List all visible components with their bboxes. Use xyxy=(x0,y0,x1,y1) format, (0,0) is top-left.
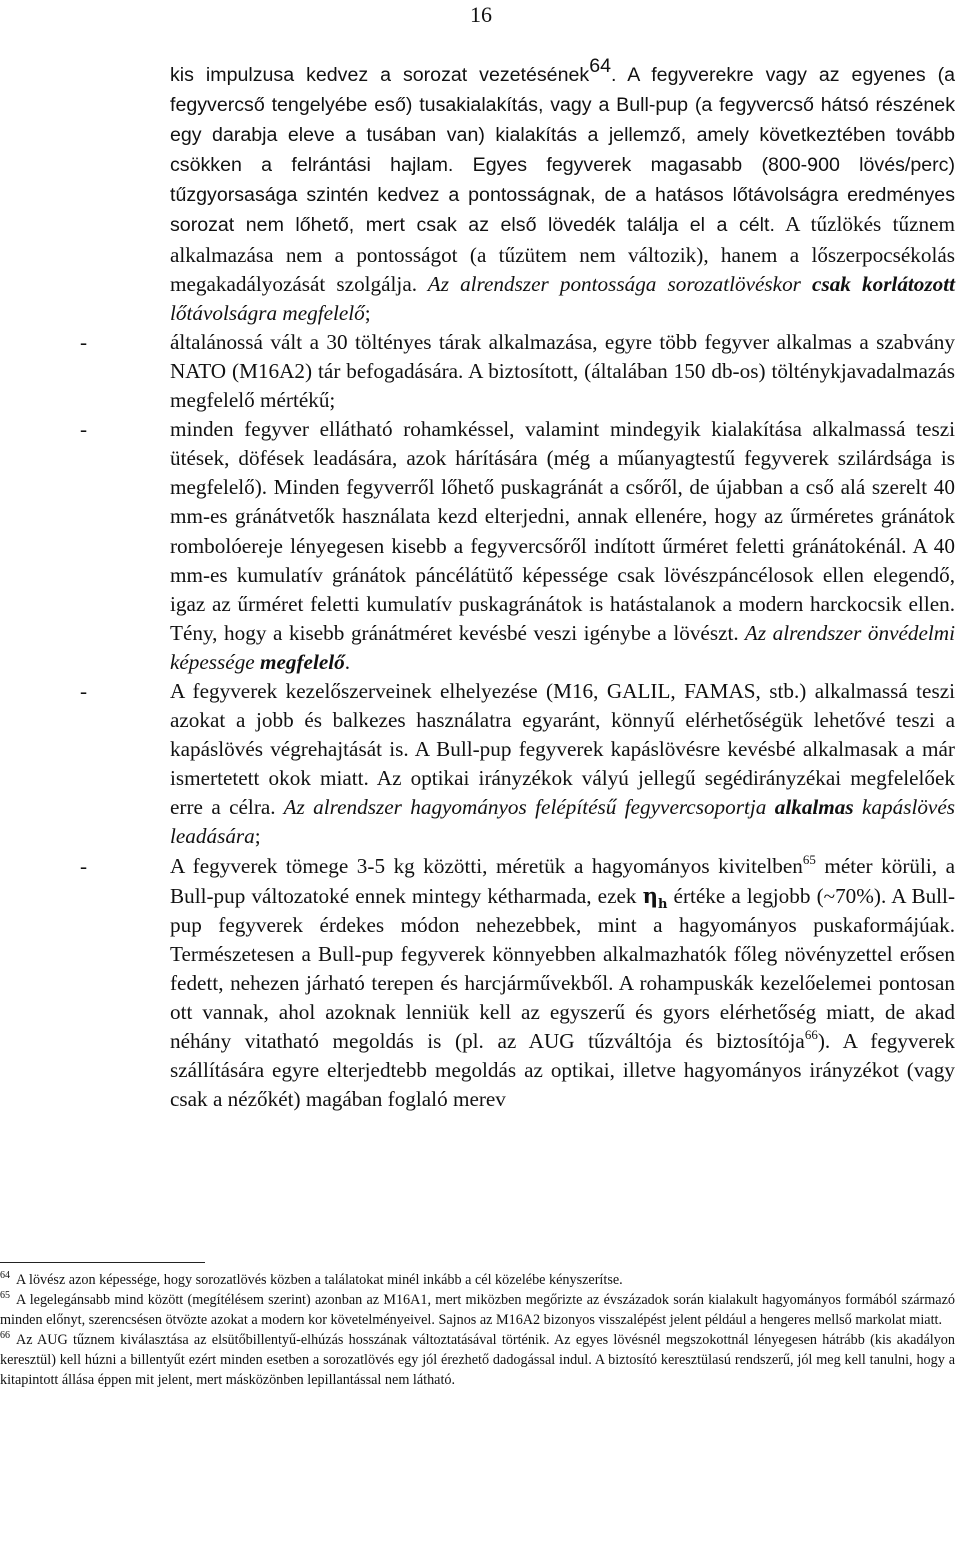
footnote-65 xyxy=(0,1290,955,1330)
italic-conclusion: Az alrendszer hagyományos felépítésű fegyvercsoportja xyxy=(275,795,775,820)
footnote-ref-65[interactable]: 65 xyxy=(802,851,816,867)
text-segment: minden fegyver ellátható rohamkéssel, valamint mindegyik kialakítása alkalmassá teszi ütések, döfések leadására, azok hárítására (még a műanyagtestű fegyverek szilárdsága is megfelelő). Minden fegyverről lőhető puskagránát a csőről, de újabban a cső alá szerelt 40 mm-es gránátvetők használata kezd elterjedni, annak ellenére, hogy az űrméretes gránátok rombolóereje lényegesen kisebb a fegyvercsőről indított űrméret feletti gránátokénál. A 40 mm-es kumulatív gránátok páncélátütő képessége csak lövészpáncélosok ellen elegendő, igaz az űrméret feletti kumulatív puskagránátok is hatástalanok a modern harckocsik ellen. Tény, hogy a kisebb gránátméret kevésbé veszi igénybe a lövészt. xyxy=(170,417,955,645)
italic-conclusion: lőtávolságra megfelelő xyxy=(170,300,365,325)
text-segment: ; xyxy=(254,824,261,849)
text-segment: kis impulzusa kedvez a sorozat vezetésének xyxy=(170,64,590,86)
footnote-separator xyxy=(0,1262,205,1263)
text-segment: értéke a legjobb (~70%). A Bull-pup fegyverek érdekes módon nehezebbek, mint a hagyományos puskaformájúak. Természetesen a Bull-pup fegyverek könnyebben alkalmazhatók főleg növényzettel erősen fedett, nehezen járható terepen és harcjárművekből. A rohampuskák kezelőelemei pontosan ott vannak, ahol azoknak lenniük kell az egyszerű és gyors elérhetőség miatt, de akad néhány vitatható megoldás is (pl. az AUG tűzváltója és biztosítója xyxy=(170,883,955,1054)
list-item xyxy=(80,415,955,677)
page-number: 16 xyxy=(470,2,492,27)
text-segment: ; xyxy=(364,300,371,325)
text-segment: Egyes fegyverek magasabb (800-900 lövés/perc) tűzgyorsasága szintén kedvez a pontosságnak, de a hatásos lőtávolságra eredményes sorozat nem lőhető, mert csak az első lövedék találja el a célt. xyxy=(170,154,955,237)
list-dash: - xyxy=(80,678,88,703)
italic-conclusion: Az alrendszer önvédelmi képessége xyxy=(170,620,955,674)
eta-subscript: h xyxy=(657,896,668,912)
paragraph-intro xyxy=(170,55,956,328)
text-segment: A fegyverek tömege 3-5 kg közötti, méretük a hagyományos kivitelben xyxy=(170,853,803,878)
footnote-mark: 65 xyxy=(0,1290,10,1301)
bold-italic-emphasis: csak korlátozott xyxy=(812,271,956,296)
list-dash: - xyxy=(80,853,88,878)
footnote-text: Az AUG tűznem kiválasztása az elsütőbillentyű-elhúzás hosszának változtatásával történik. Az egyes lövésnél megszokottnál lényegesen hátrább (kis akadályon keresztül) kell húzni a billentyűt ezért minden esetben a sorozatlövés egy jól érezhető dadogással indul. A biztosító keresztülasú rendszerű, jól meg kell tanulni, hogy a kitapintott állása éppen mit jelent, mert másközönben lepillantással nem látható. xyxy=(0,1332,955,1388)
text-segment: méter körüli, a Bull-pup változatoké ennek mintegy kétharmada, ezek xyxy=(170,853,955,908)
bold-italic-emphasis: megfelelő xyxy=(260,649,345,674)
list-dash: - xyxy=(80,417,88,442)
footnote-66 xyxy=(0,1330,955,1390)
footnote-ref-64[interactable]: 64 xyxy=(589,55,611,77)
text-segment: A fegyverek kezelőszerveinek elhelyezése (M16, GALIL, FAMAS, stb.) alkalmassá teszi azokat a jobb és balkezes használatra egyaránt, könnyű elérhetőségük lehetővé teszi a kapáslövés végrehajtását is. A Bull-pup fegyverek kapáslövésre kevésbé alkalmasak a már ismertetett okok miatt. Az optikai irányzékok vályú jellegű segédirányzékai megfelelőek erre a célra. xyxy=(170,678,955,820)
footnote-ref-66[interactable]: 66 xyxy=(804,1027,818,1043)
list-item xyxy=(80,328,955,415)
text-segment: ). A fegyverek szállítására egyre elterjedtebb megoldás az optikai, illetve hagyományos irányzékot (vagy csak a nézőkét) magában foglaló merev xyxy=(170,1029,956,1112)
footnote-mark: 66 xyxy=(0,1330,10,1341)
footnote-64 xyxy=(0,1270,955,1290)
footnote-mark: 64 xyxy=(0,1270,10,1281)
footnote-text: A lövész azon képessége, hogy sorozatlövés közben a találatokat minél inkább a cél közelébe kényszerítse. xyxy=(16,1272,623,1288)
footnotes xyxy=(0,1270,955,1390)
footnote-text: A legelegánsabb mind között (megítélésem szerint) azonban az M16A1, mert miközben megőrizte az évszázadok során kialakult hagyományos formából származó minden előnyt, szerencsésen ötvözte azokat a modern kor követelményeivel. Sajnos az M16A2 bizonyos visszalépést jelent például a hengeres mellső markolat miatt. xyxy=(0,1292,955,1328)
eta-symbol xyxy=(642,882,668,912)
italic-conclusion: kapáslövés leadására xyxy=(170,795,955,849)
text-segment: . A fegyverekre vagy az egyenes (a fegyvercső tengelyébe eső) tusakialakítás, vagy a Bull-pup (a fegyvercső hátsó részének egy darabja eleve a tusában van) kialakítás a jellemző, amely következtében tovább csökken a felrántási hajlam. xyxy=(170,64,956,177)
italic-conclusion: Az alrendszer pontossága sorozatlövéskor xyxy=(417,271,813,296)
text-segment: . xyxy=(344,649,351,674)
body-text xyxy=(80,55,956,1114)
text-segment: A tűzlökés tűznem alkalmazása nem a pontosságot (a tűzütem nem változik), hanem a lőszerpocsékolás megakadályozását szolgálja. xyxy=(170,212,955,296)
eta-glyph: η xyxy=(642,882,658,908)
bold-italic-emphasis: alkalmas xyxy=(774,795,854,820)
text-segment: A biztosított, (általában 150 db-os) tölténykjavadalmazás megfelelő mértékű; xyxy=(170,358,955,413)
list-dash: - xyxy=(80,329,88,354)
list-item xyxy=(80,677,955,852)
text-segment: általánossá vált a 30 töltényes tárak alkalmazása, egyre több fegyver alkalmas a szabvány NATO (M16A2) tár befogadására. xyxy=(170,329,955,383)
list-item xyxy=(80,851,956,1115)
